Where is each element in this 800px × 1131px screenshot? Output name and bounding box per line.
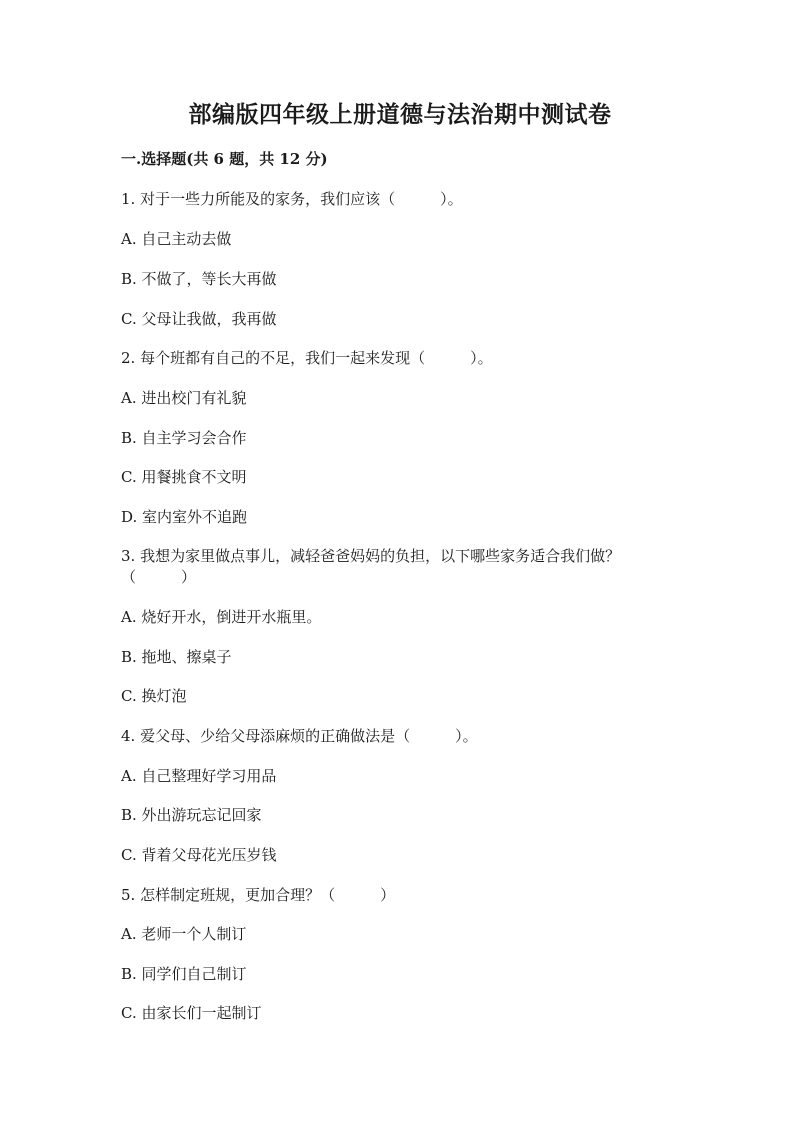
- question-4-option-c: C. 背着父母花光压岁钱: [121, 846, 277, 864]
- question-3-option-a: A. 烧好开水，倒进开水瓶里。: [121, 608, 322, 626]
- question-2-option-b: B. 自主学习会合作: [121, 429, 247, 447]
- question-3-option-c: C. 换灯泡: [121, 687, 187, 705]
- question-4-option-b: B. 外出游玩忘记回家: [121, 806, 262, 824]
- question-5-stem: 5. 怎样制定班规，更加合理？（ ）: [121, 886, 396, 904]
- question-4-stem: 4. 爱父母、少给父母添麻烦的正确做法是（ ）。: [121, 727, 478, 745]
- question-4-option-a: A. 自己整理好学习用品: [121, 767, 277, 785]
- question-1-option-b: B. 不做了，等长大再做: [121, 270, 277, 288]
- question-2-option-c: C. 用餐挑食不文明: [121, 468, 247, 486]
- question-2-stem: 2. 每个班都有自己的不足，我们一起来发现（ ）。: [121, 349, 493, 367]
- question-2-option-a: A. 进出校门有礼貌: [121, 389, 247, 407]
- question-1-stem: 1. 对于一些力所能及的家务，我们应该（ ）。: [121, 190, 463, 208]
- question-3-stem: 3. 我想为家里做点事儿，减轻爸爸妈妈的负担，以下哪些家务适合我们做？: [121, 547, 621, 565]
- question-2-option-d: D. 室内室外不追跑: [121, 508, 248, 526]
- question-1-option-a: A. 自己主动去做: [121, 230, 232, 248]
- question-3-option-b: B. 拖地、擦桌子: [121, 648, 232, 666]
- section-heading: 一.选择题(共 6 题，共 12 分): [121, 150, 328, 168]
- question-5-option-c: C. 由家长们一起制订: [121, 1004, 262, 1022]
- page-title: 部编版四年级上册道德与法治期中测试卷: [188, 101, 612, 128]
- question-1-option-c: C. 父母让我做，我再做: [121, 310, 277, 328]
- question-3-stem-continued: （ ）: [121, 568, 197, 586]
- question-5-option-b: B. 同学们自己制订: [121, 965, 247, 983]
- question-5-option-a: A. 老师一个人制订: [121, 925, 247, 943]
